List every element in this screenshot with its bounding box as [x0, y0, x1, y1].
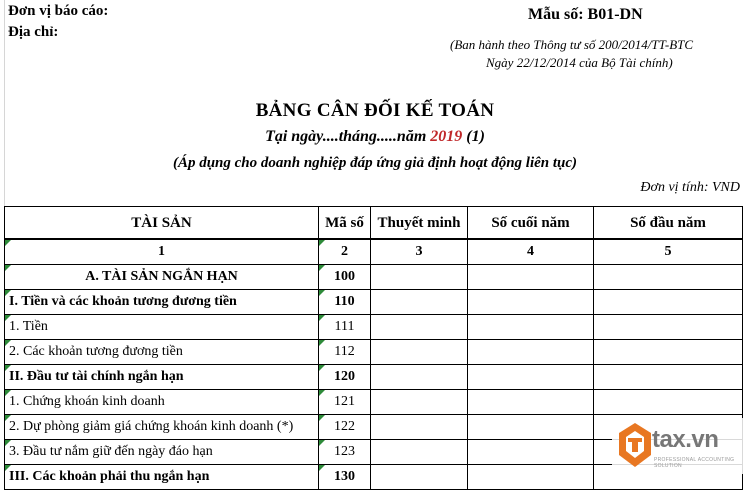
row-item[interactable]: A. TÀI SẢN NGẮN HẠN [5, 265, 319, 290]
row-opening-cell[interactable] [594, 315, 743, 340]
report-year: 2019 [430, 128, 463, 145]
row-notes-cell[interactable] [371, 415, 468, 440]
row-code[interactable]: 111 [319, 315, 371, 340]
row-item[interactable]: 1. Chứng khoán kinh doanh [5, 390, 319, 415]
row-notes-cell[interactable] [371, 465, 468, 490]
row-notes-cell[interactable] [371, 390, 468, 415]
row-item[interactable]: 2. Các khoản tương đương tiền [5, 340, 319, 365]
row-code[interactable]: 130 [319, 465, 371, 490]
header-closing-balance[interactable]: Số cuối năm [468, 207, 594, 240]
date-prefix: Tại ngày....tháng.....năm [265, 128, 427, 145]
logo-text: tax.vn [652, 426, 719, 453]
report-date-line [0, 128, 750, 146]
logo-tagline: PROFESSIONAL ACCOUNTING SOLUTION [654, 457, 735, 469]
currency-unit: Đơn vị tính: VND [640, 180, 740, 195]
row-opening-cell[interactable] [594, 365, 743, 390]
header-code[interactable]: Mã số [319, 207, 371, 240]
row-closing-cell[interactable] [468, 290, 594, 315]
column-number[interactable]: 1 [5, 239, 319, 265]
row-code[interactable]: 120 [319, 365, 371, 390]
row-code[interactable]: 112 [319, 340, 371, 365]
row-item[interactable]: II. Đầu tư tài chính ngắn hạn [5, 365, 319, 390]
row-code[interactable]: 123 [319, 440, 371, 465]
reporting-unit-label: Đơn vị báo cáo: [8, 3, 109, 19]
table-row [5, 365, 743, 390]
row-opening-cell[interactable] [594, 340, 743, 365]
row-closing-cell[interactable] [468, 315, 594, 340]
column-number-row [5, 239, 743, 265]
row-notes-cell[interactable] [371, 315, 468, 340]
row-item[interactable]: 1. Tiền [5, 315, 319, 340]
tax-vn-logo [612, 418, 746, 474]
row-opening-cell[interactable] [594, 290, 743, 315]
report-title: BẢNG CÂN ĐỐI KẾ TOÁN [255, 100, 495, 121]
row-item[interactable]: 3. Đầu tư nắm giữ đến ngày đáo hạn [5, 440, 319, 465]
row-notes-cell[interactable] [371, 340, 468, 365]
applicability-note: (Áp dụng cho doanh nghiệp đáp ứng giả định hoạt động liên tục) [172, 155, 578, 171]
table-row [5, 290, 743, 315]
row-notes-cell[interactable] [371, 290, 468, 315]
row-closing-cell[interactable] [468, 440, 594, 465]
header-opening-balance[interactable]: Số đầu năm [594, 207, 743, 240]
row-closing-cell[interactable] [468, 265, 594, 290]
column-number[interactable]: 5 [594, 239, 743, 265]
row-closing-cell[interactable] [468, 390, 594, 415]
row-code[interactable]: 110 [319, 290, 371, 315]
row-code[interactable]: 100 [319, 265, 371, 290]
header-row [5, 207, 743, 240]
table-row [5, 315, 743, 340]
row-code[interactable]: 122 [319, 415, 371, 440]
circular-date: Ngày 22/12/2014 của Bộ Tài chính) [486, 55, 673, 70]
row-closing-cell[interactable] [468, 340, 594, 365]
row-code[interactable]: 121 [319, 390, 371, 415]
row-notes-cell[interactable] [371, 365, 468, 390]
form-number: Mẫu số: B01-DN [528, 6, 643, 23]
row-closing-cell[interactable] [468, 365, 594, 390]
row-notes-cell[interactable] [371, 440, 468, 465]
row-item[interactable]: 2. Dự phòng giảm giá chứng khoán kinh doanh (*) [5, 415, 319, 440]
row-notes-cell[interactable] [371, 265, 468, 290]
row-opening-cell[interactable] [594, 265, 743, 290]
row-item[interactable]: III. Các khoản phải thu ngắn hạn [5, 465, 319, 490]
table-row [5, 390, 743, 415]
column-number[interactable]: 2 [319, 239, 371, 265]
report-note: (1) [466, 128, 485, 145]
table-row [5, 340, 743, 365]
circular-reference: (Ban hành theo Thông tư số 200/2014/TT-BTC [450, 37, 694, 52]
row-closing-cell[interactable] [468, 415, 594, 440]
header-assets[interactable]: TÀI SẢN [5, 207, 319, 240]
row-item[interactable]: I. Tiền và các khoản tương đương tiền [5, 290, 319, 315]
address-label: Địa chỉ: [8, 24, 59, 40]
tax-logo-icon [618, 422, 652, 468]
row-opening-cell[interactable] [594, 390, 743, 415]
row-closing-cell[interactable] [468, 465, 594, 490]
column-number[interactable]: 4 [468, 239, 594, 265]
header-notes[interactable]: Thuyết minh [371, 207, 468, 240]
table-row [5, 265, 743, 290]
column-number[interactable]: 3 [371, 239, 468, 265]
